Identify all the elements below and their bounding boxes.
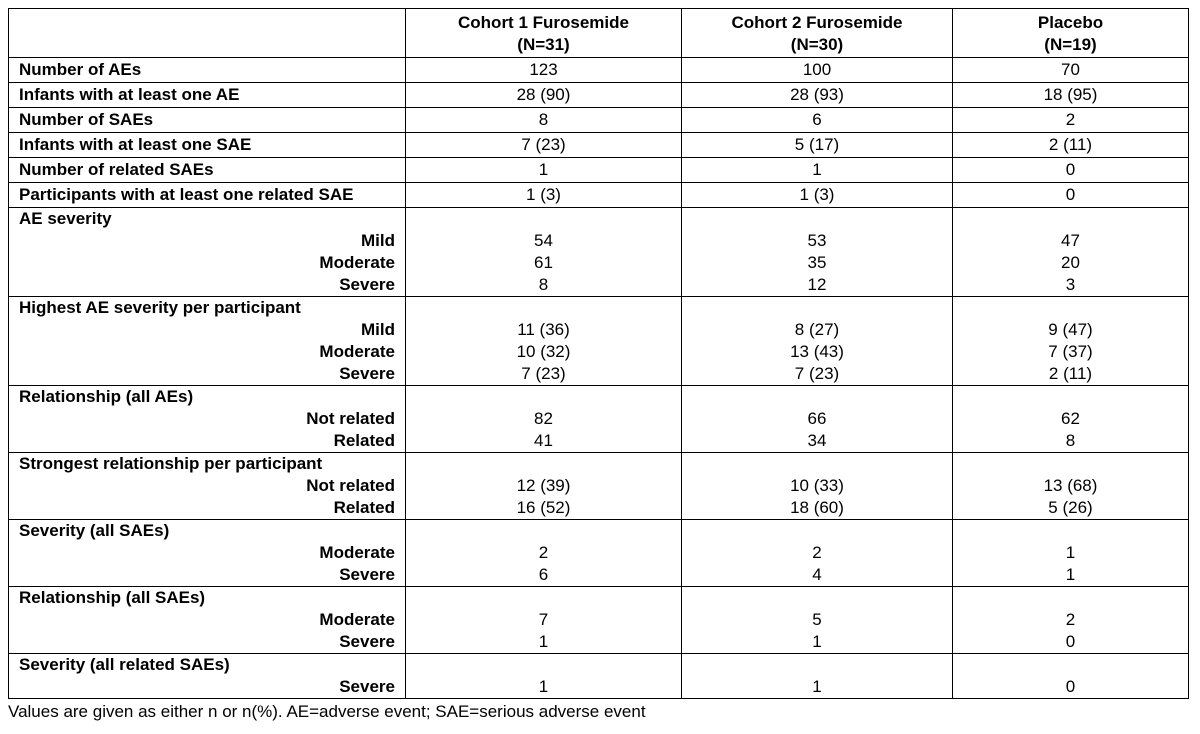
group-title-spacer xyxy=(416,208,671,230)
adverse-events-table xyxy=(8,8,1189,699)
header-empty-cell xyxy=(9,9,406,58)
group-title: Relationship (all SAEs) xyxy=(19,588,206,607)
table-group-row xyxy=(9,520,1189,587)
group-title: Strongest relationship per participant xyxy=(19,454,323,473)
group-value-cell xyxy=(406,453,682,520)
subrow-value: 54 xyxy=(534,231,553,250)
subrow-value: 41 xyxy=(534,431,553,450)
subrow-value: 1 xyxy=(1065,543,1076,562)
row-label: Infants with at least one SAE xyxy=(9,133,406,158)
subrow-label: Severe xyxy=(339,632,395,651)
subrow-label: Moderate xyxy=(319,342,395,361)
row-value: 7 (23) xyxy=(406,133,682,158)
row-value: 28 (90) xyxy=(406,83,682,108)
subrow-value: 2 xyxy=(538,543,549,562)
group-title-spacer xyxy=(963,453,1178,475)
subrow-value: 1 xyxy=(538,632,549,651)
group-value-cell xyxy=(953,654,1189,699)
subrow-value: 10 (32) xyxy=(516,342,571,361)
subrow-value: 35 xyxy=(807,253,827,272)
group-title-spacer xyxy=(692,520,942,542)
table-header-row xyxy=(9,9,1189,58)
subrow-label: Severe xyxy=(339,565,395,584)
subrow-value: 8 xyxy=(538,275,549,294)
row-value: 0 xyxy=(953,183,1189,208)
group-value-cell xyxy=(682,654,953,699)
table-group-row xyxy=(9,453,1189,520)
table-group-row xyxy=(9,654,1189,699)
row-value: 5 (17) xyxy=(682,133,953,158)
subrow-value: 34 xyxy=(807,431,827,450)
subrow-value: 1 xyxy=(812,677,822,696)
subrow-value: 0 xyxy=(1065,677,1076,696)
group-value-cell xyxy=(406,587,682,654)
header-cohort-2-n: (N=30) xyxy=(790,35,844,54)
table-group-row xyxy=(9,208,1189,297)
header-cohort-1 xyxy=(406,9,682,58)
subrow-value: 7 (37) xyxy=(1048,342,1093,361)
group-value-cell xyxy=(682,297,953,386)
subrow-value: 18 (60) xyxy=(790,498,844,517)
group-value-cell xyxy=(953,587,1189,654)
row-value: 2 xyxy=(953,108,1189,133)
subrow-value: 66 xyxy=(807,409,827,428)
subrow-label: Related xyxy=(333,498,395,517)
subrow-value: 9 (47) xyxy=(1048,320,1093,339)
subrow-value: 20 xyxy=(1061,253,1080,272)
group-value-cell xyxy=(682,453,953,520)
subrow-value: 1 xyxy=(1065,565,1076,584)
group-title: Relationship (all AEs) xyxy=(19,387,194,406)
subrow-value: 8 xyxy=(1065,431,1076,450)
subrow-value: 7 (23) xyxy=(521,364,566,383)
row-value: 8 xyxy=(406,108,682,133)
group-label-cell xyxy=(9,654,406,699)
group-title-spacer xyxy=(963,520,1178,542)
header-cohort-1-n: (N=31) xyxy=(517,35,570,54)
subrow-value: 82 xyxy=(534,409,553,428)
subrow-value: 13 (43) xyxy=(790,342,844,361)
group-title-spacer xyxy=(963,386,1178,408)
header-cohort-2 xyxy=(682,9,953,58)
subrow-value: 5 xyxy=(812,610,822,629)
row-value: 0 xyxy=(953,158,1189,183)
table-row xyxy=(9,108,1189,133)
row-label: Number of SAEs xyxy=(9,108,406,133)
group-title-spacer xyxy=(416,654,671,676)
group-title-spacer xyxy=(416,386,671,408)
row-value: 28 (93) xyxy=(682,83,953,108)
subrow-value: 7 xyxy=(538,610,549,629)
group-label-cell xyxy=(9,208,406,297)
row-value: 123 xyxy=(406,58,682,83)
subrow-value: 16 (52) xyxy=(516,498,571,517)
group-value-cell xyxy=(406,520,682,587)
group-value-cell xyxy=(682,208,953,297)
subrow-label: Severe xyxy=(339,275,395,294)
header-cohort-1-name: Cohort 1 Furosemide xyxy=(458,13,629,32)
group-label-cell xyxy=(9,453,406,520)
group-value-cell xyxy=(953,297,1189,386)
group-label-cell xyxy=(9,297,406,386)
subrow-label: Not related xyxy=(306,476,395,495)
subrow-label: Mild xyxy=(361,231,395,250)
row-value: 100 xyxy=(682,58,953,83)
group-label-cell xyxy=(9,520,406,587)
group-value-cell xyxy=(406,297,682,386)
subrow-value: 1 xyxy=(812,632,822,651)
row-value: 1 xyxy=(682,158,953,183)
group-title-spacer xyxy=(692,453,942,475)
group-title: Severity (all related SAEs) xyxy=(19,655,230,674)
subrow-label: Severe xyxy=(339,364,395,383)
row-label: Number of related SAEs xyxy=(9,158,406,183)
subrow-label: Not related xyxy=(306,409,395,428)
subrow-value: 3 xyxy=(1065,275,1076,294)
group-value-cell xyxy=(953,386,1189,453)
row-value: 18 (95) xyxy=(953,83,1189,108)
subrow-value: 11 (36) xyxy=(517,320,570,339)
subrow-value: 13 (68) xyxy=(1043,476,1098,495)
subrow-label: Moderate xyxy=(319,253,395,272)
table-body xyxy=(9,58,1189,699)
header-cohort-2-name: Cohort 2 Furosemide xyxy=(731,13,903,32)
subrow-label: Related xyxy=(333,431,395,450)
header-placebo xyxy=(953,9,1189,58)
table-group-row xyxy=(9,386,1189,453)
group-value-cell xyxy=(406,654,682,699)
subrow-value: 8 (27) xyxy=(794,320,840,339)
subrow-label: Moderate xyxy=(319,543,395,562)
group-title-spacer xyxy=(692,654,942,676)
subrow-value: 12 (39) xyxy=(516,476,571,495)
group-value-cell xyxy=(682,386,953,453)
subrow-value: 6 xyxy=(538,565,549,584)
group-value-cell xyxy=(682,520,953,587)
row-value: 1 (3) xyxy=(682,183,953,208)
table-row xyxy=(9,83,1189,108)
group-title-spacer xyxy=(963,208,1178,230)
row-label: Infants with at least one AE xyxy=(9,83,406,108)
table-row xyxy=(9,58,1189,83)
group-title: Highest AE severity per participant xyxy=(19,298,301,317)
row-value: 2 (11) xyxy=(953,133,1189,158)
subrow-label: Severe xyxy=(339,677,395,696)
subrow-value: 10 (33) xyxy=(790,476,844,495)
group-title: AE severity xyxy=(19,209,112,228)
header-placebo-name: Placebo xyxy=(1037,13,1104,32)
subrow-label: Mild xyxy=(361,320,395,339)
table-footnote: Values are given as either n or n(%). AE=adverse event; SAE=serious adverse event xyxy=(8,702,646,721)
subrow-value: 2 (11) xyxy=(1048,364,1093,383)
group-title-spacer xyxy=(416,520,671,542)
subrow-value: 12 xyxy=(807,275,827,294)
subrow-value: 2 xyxy=(812,543,822,562)
row-label: Number of AEs xyxy=(9,58,406,83)
subrow-value: 2 xyxy=(1065,610,1076,629)
subrow-value: 5 (26) xyxy=(1048,498,1093,517)
subrow-value: 61 xyxy=(534,253,553,272)
group-value-cell xyxy=(953,520,1189,587)
table-row xyxy=(9,158,1189,183)
row-value: 1 (3) xyxy=(406,183,682,208)
group-value-cell xyxy=(953,208,1189,297)
subrow-label: Moderate xyxy=(319,610,395,629)
group-title: Severity (all SAEs) xyxy=(19,521,170,540)
table-group-row xyxy=(9,297,1189,386)
subrow-value: 47 xyxy=(1061,231,1080,250)
group-title-spacer xyxy=(416,453,671,475)
group-value-cell xyxy=(953,453,1189,520)
group-title-spacer xyxy=(963,654,1178,676)
header-placebo-n: (N=19) xyxy=(1044,35,1097,54)
subrow-value: 53 xyxy=(807,231,827,250)
group-label-cell xyxy=(9,587,406,654)
group-label-cell xyxy=(9,386,406,453)
group-title-spacer xyxy=(416,587,671,609)
group-title-spacer xyxy=(416,297,671,319)
group-title-spacer xyxy=(963,297,1178,319)
group-title-spacer xyxy=(692,587,942,609)
table-row xyxy=(9,133,1189,158)
table-group-row xyxy=(9,587,1189,654)
table-row xyxy=(9,183,1189,208)
row-value: 70 xyxy=(953,58,1189,83)
subrow-value: 7 (23) xyxy=(794,364,840,383)
subrow-value: 1 xyxy=(538,677,549,696)
subrow-value: 4 xyxy=(812,565,822,584)
document-page xyxy=(8,8,1188,723)
group-title-spacer xyxy=(692,386,942,408)
group-title-spacer xyxy=(692,297,942,319)
subrow-value: 62 xyxy=(1061,409,1080,428)
row-value: 6 xyxy=(682,108,953,133)
group-title-spacer xyxy=(963,587,1178,609)
group-value-cell xyxy=(406,208,682,297)
row-label: Participants with at least one related SAE xyxy=(9,183,406,208)
group-value-cell xyxy=(406,386,682,453)
group-title-spacer xyxy=(692,208,942,230)
subrow-value: 0 xyxy=(1065,632,1076,651)
group-value-cell xyxy=(682,587,953,654)
row-value: 1 xyxy=(406,158,682,183)
